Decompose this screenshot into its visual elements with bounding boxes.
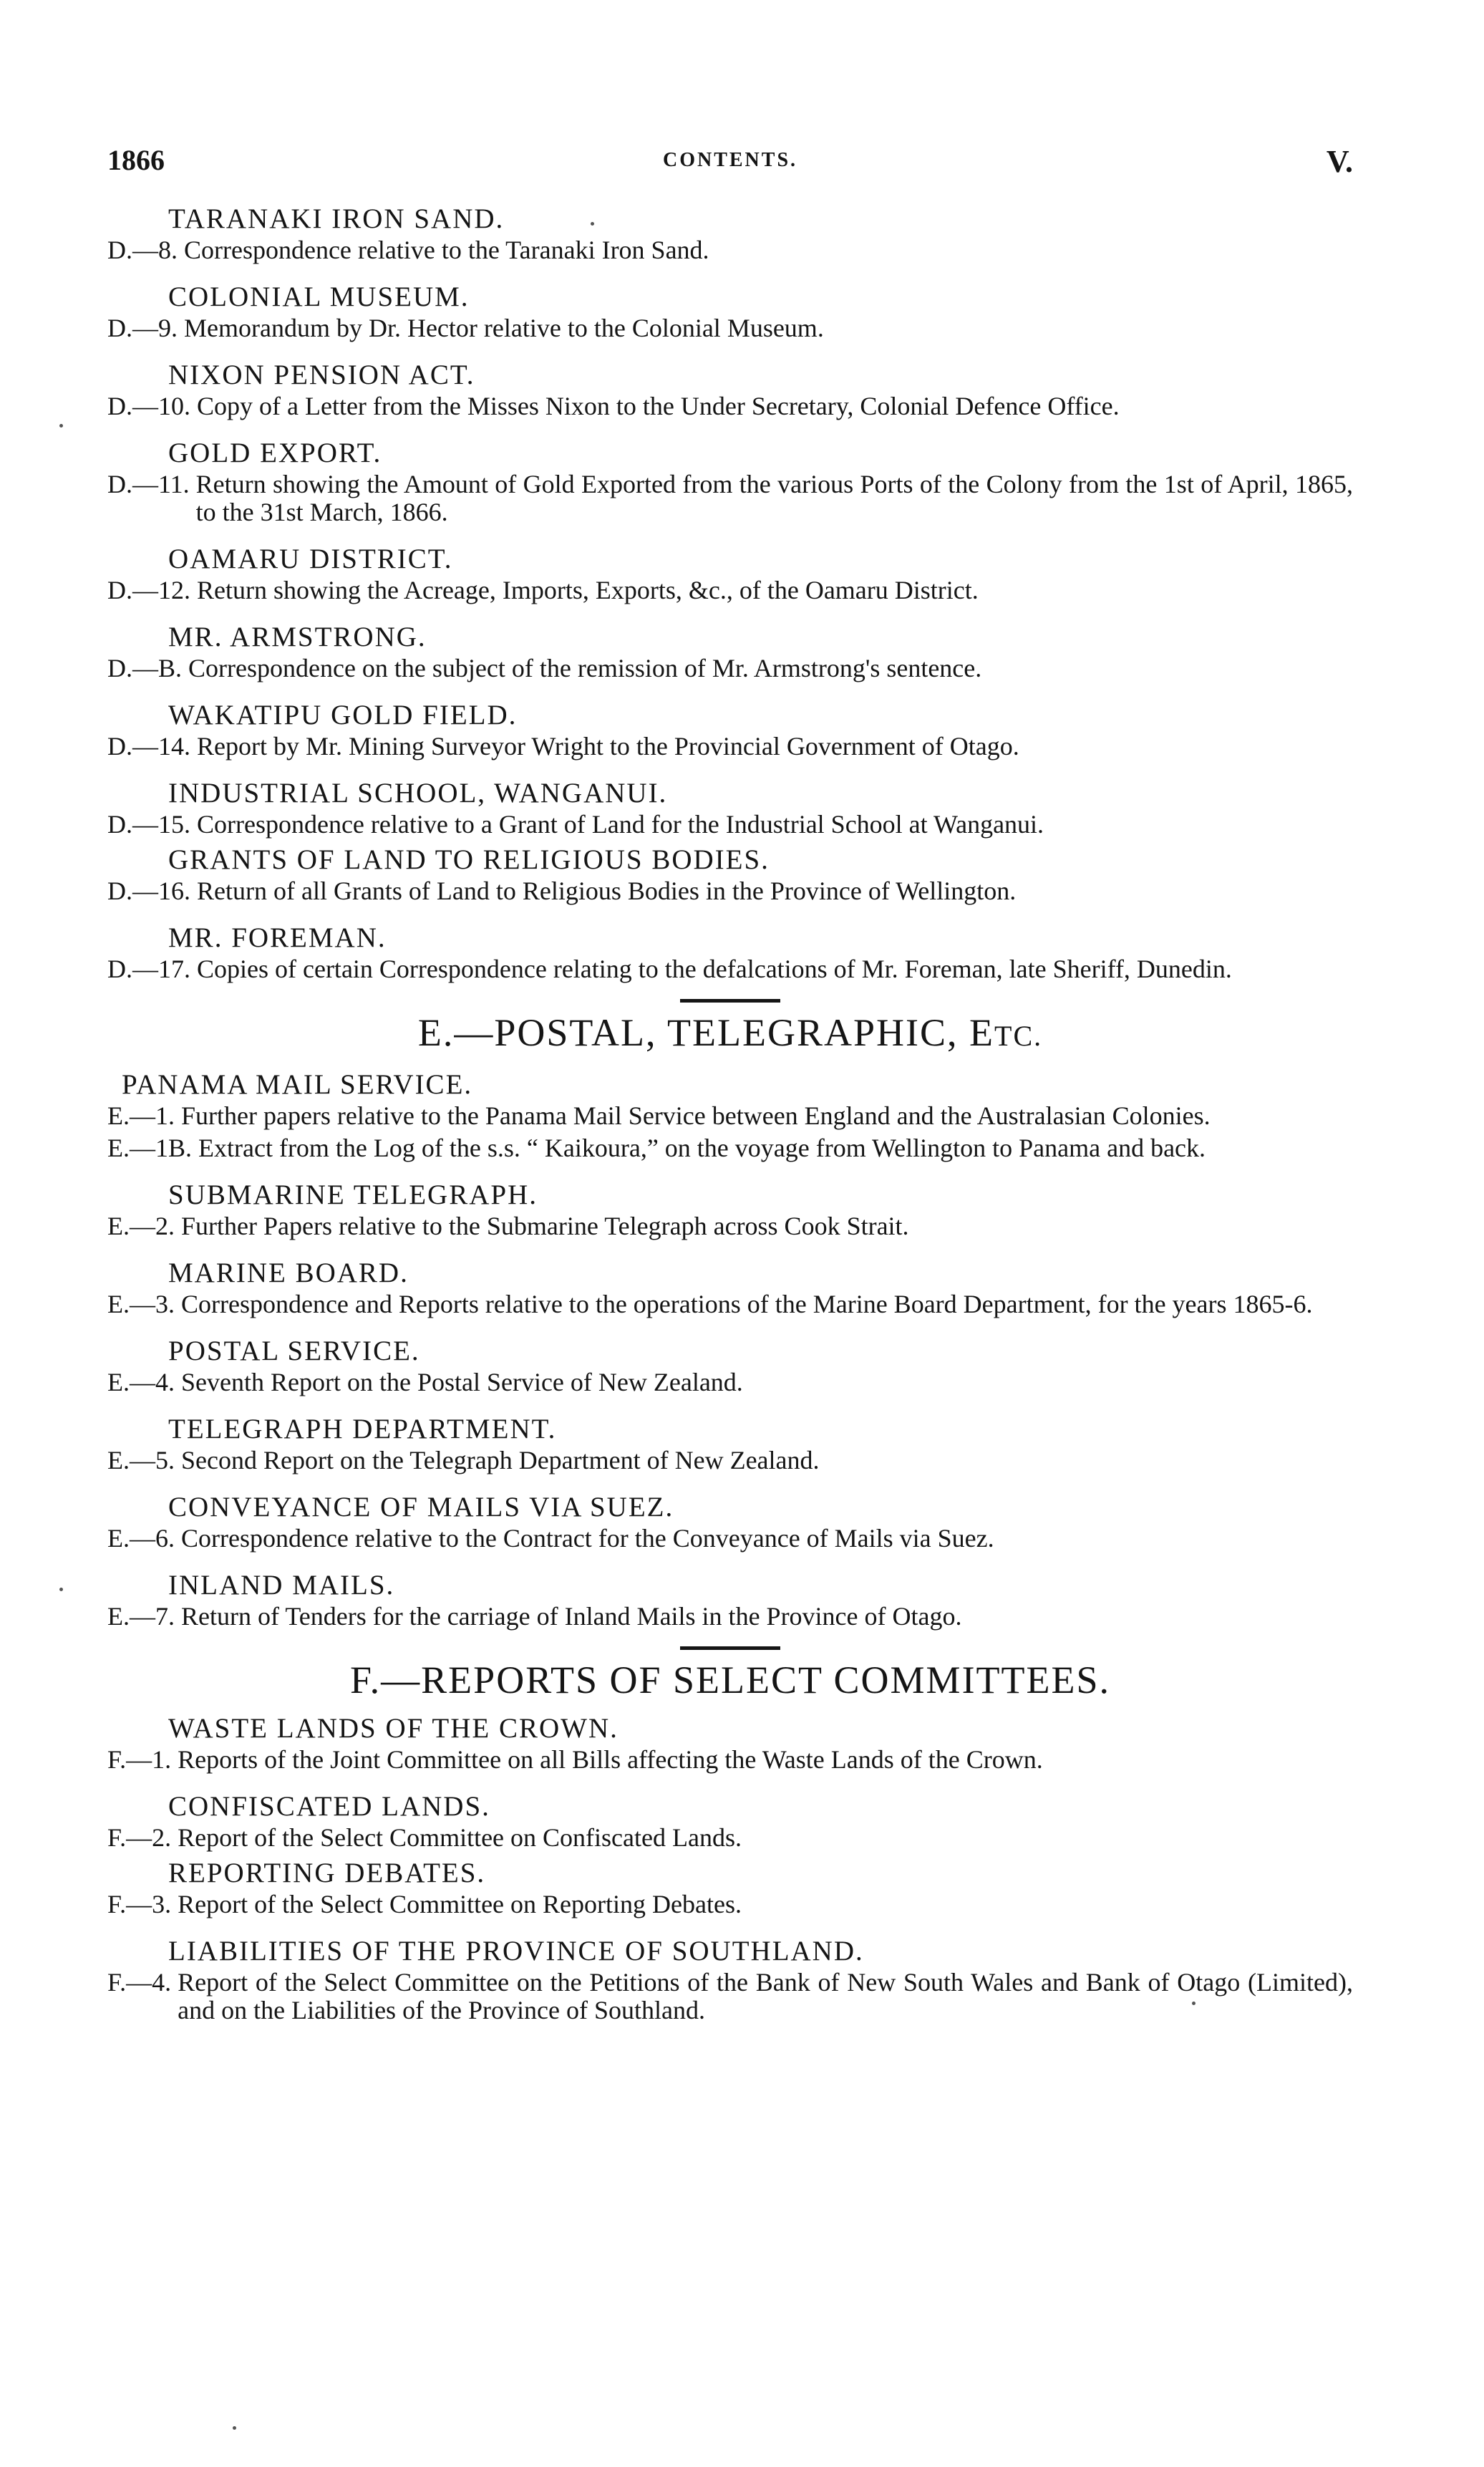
page-header [107, 143, 1353, 186]
group-colonial-museum [107, 280, 1353, 342]
section-divider [680, 999, 780, 1003]
entry-code: E.—3. [107, 1290, 181, 1318]
group-heading: NIXON PENSION ACT. [168, 359, 475, 390]
group-nixon-pension-act [107, 358, 1353, 420]
group-grants-of-land [107, 843, 1353, 905]
section-e-title-small: TC. [994, 1020, 1043, 1052]
entry-code: D.—16. [107, 877, 197, 905]
entry-code: E.—2. [107, 1212, 181, 1240]
entry-text: Further papers relative to the Panama Mail Service between England and the Australasian Colonies. [181, 1101, 1211, 1130]
group-liabilities-southland [107, 1934, 1353, 2024]
group-heading: WAKATIPU GOLD FIELD. [168, 700, 518, 730]
group-mr-foreman [107, 921, 1353, 983]
entry-text: Return showing the Amount of Gold Exported from the various Ports of the Colony from the 1st of April, 1865, to the 31st March, 1866. [195, 470, 1353, 526]
group-heading: PANAMA MAIL SERVICE. [122, 1069, 473, 1100]
entry-text: Seventh Report on the Postal Service of New Zealand. [181, 1368, 743, 1396]
entry-text: Extract from the Log of the s.s. “ Kaikoura,” on the voyage from Wellington to Panama and back. [198, 1134, 1206, 1162]
entry-code: D.—17. [107, 955, 197, 983]
entry-d-17 [107, 955, 1353, 983]
scan-speck [591, 222, 594, 226]
group-waste-lands [107, 1712, 1353, 1774]
entry-f-1 [107, 1746, 1353, 1774]
group-reporting-debates [107, 1856, 1353, 1918]
entry-code: F.—1. [107, 1745, 178, 1774]
entry-code: E.—4. [107, 1368, 181, 1396]
group-heading: TELEGRAPH DEPARTMENT. [168, 1414, 557, 1444]
page-number: V. [1326, 144, 1353, 179]
entry-d-15 [107, 811, 1353, 839]
scan-speck [1192, 2002, 1196, 2005]
entry-code: E.—5. [107, 1446, 181, 1474]
entry-d-10 [107, 392, 1353, 420]
entry-code: D.—9. [107, 314, 184, 342]
entry-text: Report of the Select Committee on Confiscated Lands. [178, 1823, 742, 1852]
entry-code: E.—1. [107, 1101, 181, 1130]
entry-e-1b [107, 1134, 1353, 1162]
entry-e-4 [107, 1368, 1353, 1396]
entry-code: F.—2. [107, 1823, 178, 1852]
group-heading: LIABILITIES OF THE PROVINCE OF SOUTHLAND. [168, 1936, 864, 1966]
entry-e-5 [107, 1447, 1353, 1474]
entry-d-8 [107, 236, 1353, 264]
entry-d-14 [107, 733, 1353, 761]
group-inland-mails [107, 1568, 1353, 1631]
group-heading: INLAND MAILS. [168, 1570, 395, 1601]
entry-text: Report of the Select Committee on Reporting Debates. [178, 1890, 742, 1918]
group-telegraph-department [107, 1412, 1353, 1474]
entry-d-16 [107, 877, 1353, 905]
scan-speck [59, 424, 63, 428]
entry-code: D.—12. [107, 576, 197, 604]
section-f-title: F.—REPORTS OF SELECT COMMITTEES. [349, 1659, 1111, 1701]
page-year: 1866 [107, 144, 165, 176]
entry-f-4 [107, 1969, 1353, 2024]
entry-f-2 [107, 1824, 1353, 1852]
entry-code: F.—3. [107, 1890, 178, 1918]
group-mr-armstrong [107, 620, 1353, 682]
group-heading: CONVEYANCE OF MAILS VIA SUEZ. [168, 1492, 674, 1522]
scan-speck [59, 1588, 63, 1591]
entry-e-1 [107, 1102, 1353, 1130]
group-heading: GOLD EXPORT. [168, 438, 382, 468]
entry-text: Return of all Grants of Land to Religious Bodies in the Province of Wellington. [197, 877, 1017, 905]
entry-text: Report by Mr. Mining Surveyor Wright to the Provincial Government of Otago. [197, 732, 1019, 761]
section-e-title-main: E.—POSTAL, TELEGRAPHIC, E [417, 1011, 995, 1054]
entry-code: D.—14. [107, 732, 197, 761]
group-heading: MARINE BOARD. [168, 1257, 409, 1288]
entry-d-12 [107, 576, 1353, 604]
entry-code: E.—7. [107, 1602, 181, 1631]
group-heading: OAMARU DISTRICT. [168, 544, 453, 574]
group-panama-mail [107, 1068, 1353, 1162]
entry-code: D.—8. [107, 236, 184, 264]
entry-text: Report of the Select Committee on the Petitions of the Bank of New South Wales and Bank of Otago (Limited), and on the Liabilities of the Province of Southland. [178, 1968, 1353, 2024]
entry-code: D.—15. [107, 810, 197, 839]
group-conveyance-of-mails [107, 1490, 1353, 1553]
page-title: CONTENTS. [662, 149, 798, 171]
group-heading: SUBMARINE TELEGRAPH. [168, 1179, 538, 1210]
group-taranaki-iron-sand [107, 202, 1353, 264]
entry-e-3 [107, 1290, 1353, 1318]
group-oamaru-district [107, 542, 1353, 604]
entry-code: F.—4. [107, 1968, 178, 1997]
entry-f-3 [107, 1891, 1353, 1918]
group-heading: MR. ARMSTRONG. [168, 622, 427, 652]
entry-text: Return showing the Acreage, Imports, Exports, &c., of the Oamaru District. [197, 576, 979, 604]
entry-code: D.—10. [107, 392, 197, 420]
group-heading: GRANTS OF LAND TO RELIGIOUS BODIES. [168, 844, 770, 875]
entry-code: D.—11. [107, 470, 196, 498]
group-industrial-school [107, 776, 1353, 839]
entry-e-7 [107, 1603, 1353, 1631]
section-divider [680, 1646, 780, 1650]
section-e-title [107, 1011, 1353, 1058]
entry-text: Correspondence relative to the Contract for the Conveyance of Mails via Suez. [181, 1524, 994, 1553]
entry-code: D.—B. [107, 654, 189, 682]
entry-d-9 [107, 314, 1353, 342]
entry-e-2 [107, 1212, 1353, 1240]
entry-text: Further Papers relative to the Submarine Telegraph across Cook Strait. [181, 1212, 909, 1240]
entry-text: Copy of a Letter from the Misses Nixon to the Under Secretary, Colonial Defence Office. [197, 392, 1120, 420]
entry-text: Second Report on the Telegraph Department of New Zealand. [181, 1446, 820, 1474]
entry-text: Return of Tenders for the carriage of Inland Mails in the Province of Otago. [181, 1602, 962, 1631]
entry-text: Correspondence relative to the Taranaki Iron Sand. [184, 236, 709, 264]
group-heading: COLONIAL MUSEUM. [168, 281, 470, 312]
entry-e-6 [107, 1525, 1353, 1553]
entry-text: Correspondence and Reports relative to the operations of the Marine Board Department, for the years 1865-6. [181, 1290, 1313, 1318]
group-heading: POSTAL SERVICE. [168, 1336, 420, 1366]
contents-body [107, 202, 1353, 2040]
group-confiscated-lands [107, 1790, 1353, 1852]
group-submarine-telegraph [107, 1178, 1353, 1240]
group-postal-service [107, 1334, 1353, 1396]
entry-code: E.—6. [107, 1524, 181, 1553]
group-gold-export [107, 436, 1353, 526]
group-heading: WASTE LANDS OF THE CROWN. [168, 1713, 619, 1744]
scan-speck [233, 2426, 236, 2430]
entry-d-b [107, 655, 1353, 682]
group-heading: INDUSTRIAL SCHOOL, WANGANUI. [168, 778, 668, 808]
group-heading: TARANAKI IRON SAND. [168, 203, 505, 234]
group-heading: CONFISCATED LANDS. [168, 1791, 490, 1822]
entry-d-11 [107, 470, 1353, 526]
group-heading: REPORTING DEBATES. [168, 1858, 486, 1888]
group-heading: MR. FOREMAN. [168, 922, 387, 953]
group-wakatipu-gold-field [107, 698, 1353, 761]
group-marine-board [107, 1256, 1353, 1318]
entry-text: Memorandum by Dr. Hector relative to the Colonial Museum. [184, 314, 824, 342]
entry-text: Reports of the Joint Committee on all Bills affecting the Waste Lands of the Crown. [178, 1745, 1043, 1774]
entry-text: Correspondence relative to a Grant of Land for the Industrial School at Wanganui. [197, 810, 1044, 839]
entry-text: Copies of certain Correspondence relating to the defalcations of Mr. Foreman, late Sheriff, Dunedin. [197, 955, 1232, 983]
entry-text: Correspondence on the subject of the remission of Mr. Armstrong's sentence. [188, 654, 982, 682]
entry-code: E.—1B. [107, 1134, 199, 1162]
